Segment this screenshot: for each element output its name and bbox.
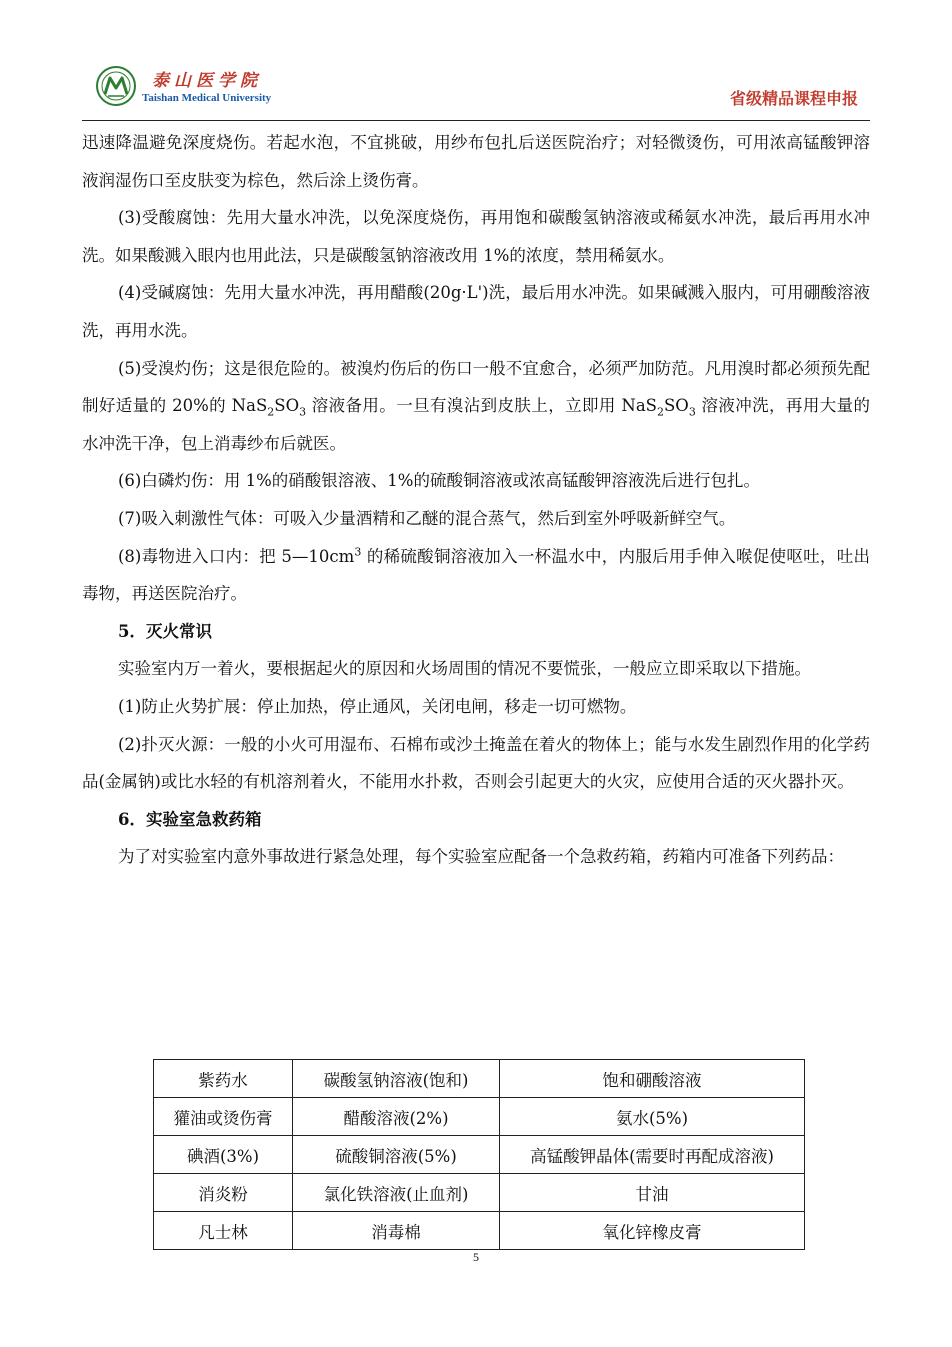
- table-cell: 甘油: [500, 1174, 805, 1212]
- superscript: 3: [354, 545, 362, 559]
- paragraph: (6)白磷灼伤：用 1%的硝酸银溶液、1%的硫酸铜溶液或浓高锰酸钾溶液洗后进行包扎。: [118, 471, 760, 491]
- university-seal-icon: [96, 66, 136, 106]
- paragraph: (7)吸入刺激性气体：可吸入少量酒精和乙醚的混合蒸气，然后到室外呼吸新鲜空气。: [118, 508, 736, 528]
- paragraph: 为了对实验室内意外事故进行紧急处理，每个实验室应配备一个急救药箱，药箱内可准备下列药品：: [118, 847, 844, 867]
- table-cell: 醋酸溶液(2%): [293, 1098, 500, 1136]
- text-run: 溶液备用。一旦有溴沾到皮肤上，立即用 NaS: [306, 396, 657, 416]
- text-run: 溶液冲洗，再用大量的水冲洗干净，包上消毒纱布后就医。: [82, 396, 870, 453]
- table-cell: 高锰酸钾晶体(需要时再配成溶液): [500, 1136, 805, 1174]
- section-heading: 5．灭火常识: [118, 621, 212, 641]
- table-cell: 消炎粉: [154, 1174, 293, 1212]
- paragraph: [82, 350, 870, 463]
- table-cell: 獾油或烫伤膏: [154, 1098, 293, 1136]
- table-cell: 氨水(5%): [500, 1098, 805, 1136]
- table-cell: 消毒棉: [293, 1212, 500, 1250]
- school-name-english: Taishan Medical University: [142, 92, 272, 104]
- page-header: [82, 62, 870, 120]
- table-cell: 碳酸氢钠溶液(饱和): [293, 1060, 500, 1098]
- paragraph: [82, 538, 870, 613]
- table-cell: 硫酸铜溶液(5%): [293, 1136, 500, 1174]
- table-row: [154, 1060, 805, 1098]
- table-cell: 凡士林: [154, 1212, 293, 1250]
- paragraph: (2)扑灭火源：一般的小火可用湿布、石棉布或沙土掩盖在着火的物体上；能与水发生剧烈作用的化学药品(金属钠)或比水轻的有机溶剂着火，不能用水扑救，否则会引起更大的火灾，应使用合适的灭火器扑灭。: [82, 734, 870, 792]
- paragraph: (1)防止火势扩展：停止加热，停止通风，关闭电闸，移走一切可燃物。: [118, 696, 637, 716]
- subscript: 2: [267, 405, 275, 419]
- table-row: [154, 1136, 805, 1174]
- school-name-chinese: 泰山医学院: [152, 71, 262, 91]
- table-cell: 饱和硼酸溶液: [500, 1060, 805, 1098]
- paragraph: (4)受碱腐蚀：先用大量水冲洗，再用醋酸(20g·L')洗，最后用水冲洗。如果碱溅入服内，可用硼酸溶液洗，再用水洗。: [82, 283, 870, 340]
- table-cell: 氧化锌橡皮膏: [500, 1212, 805, 1250]
- first-aid-kit-table: [153, 1059, 805, 1250]
- paragraph: (3)受酸腐蚀：先用大量水冲洗，以免深度烧伤，再用饱和碳酸氢钠溶液或稀氨水冲洗，最后再用水冲洗。如果酸溅入眼内也用此法，只是碳酸氢钠溶液改用 1%的浓度，禁用稀氨水。: [82, 208, 870, 265]
- text-run: SO: [664, 396, 689, 416]
- table-row: [154, 1212, 805, 1250]
- text-run: 的稀硫酸铜溶液加入一杯温水中，内服后用手伸入喉促使呕吐，吐出毒物，再送医院治疗。: [82, 546, 870, 604]
- text-run: (8)毒物进入口内：把 5—10cm: [118, 546, 355, 566]
- paragraph: 实验室内万一着火，要根据起火的原因和火场周围的情况不要慌张，一般应立即采取以下措施。: [118, 659, 811, 679]
- table-cell: 紫药水: [154, 1060, 293, 1098]
- header-divider: [82, 120, 870, 121]
- document-body: [82, 124, 870, 876]
- paragraph: 迅速降温避免深度烧伤。若起水泡，不宜挑破，用纱布包扎后送医院治疗；对轻微烫伤，可用浓高锰酸钾溶液润湿伤口至皮肤变为棕色，然后涂上烫伤膏。: [82, 133, 870, 190]
- section-heading: 6．实验室急救药箱: [118, 809, 262, 829]
- text-run: (5)受溴灼伤；这是很危险的。被溴灼伤后的伤口一般不宜愈合，必须严加防范。凡用溴时都必须预先配制好适量的 20%的 NaS: [82, 358, 870, 416]
- table-cell: 氯化铁溶液(止血剂): [293, 1174, 500, 1212]
- table-row: [154, 1174, 805, 1212]
- table-cell: 碘酒(3%): [154, 1136, 293, 1174]
- table-row: [154, 1098, 805, 1136]
- text-run: SO: [274, 396, 300, 416]
- page-number: 5: [473, 1250, 479, 1264]
- course-tag: 省级精品课程申报: [729, 89, 858, 108]
- subscript: 3: [299, 405, 307, 419]
- subscript: 2: [657, 405, 664, 419]
- subscript: 3: [688, 405, 696, 419]
